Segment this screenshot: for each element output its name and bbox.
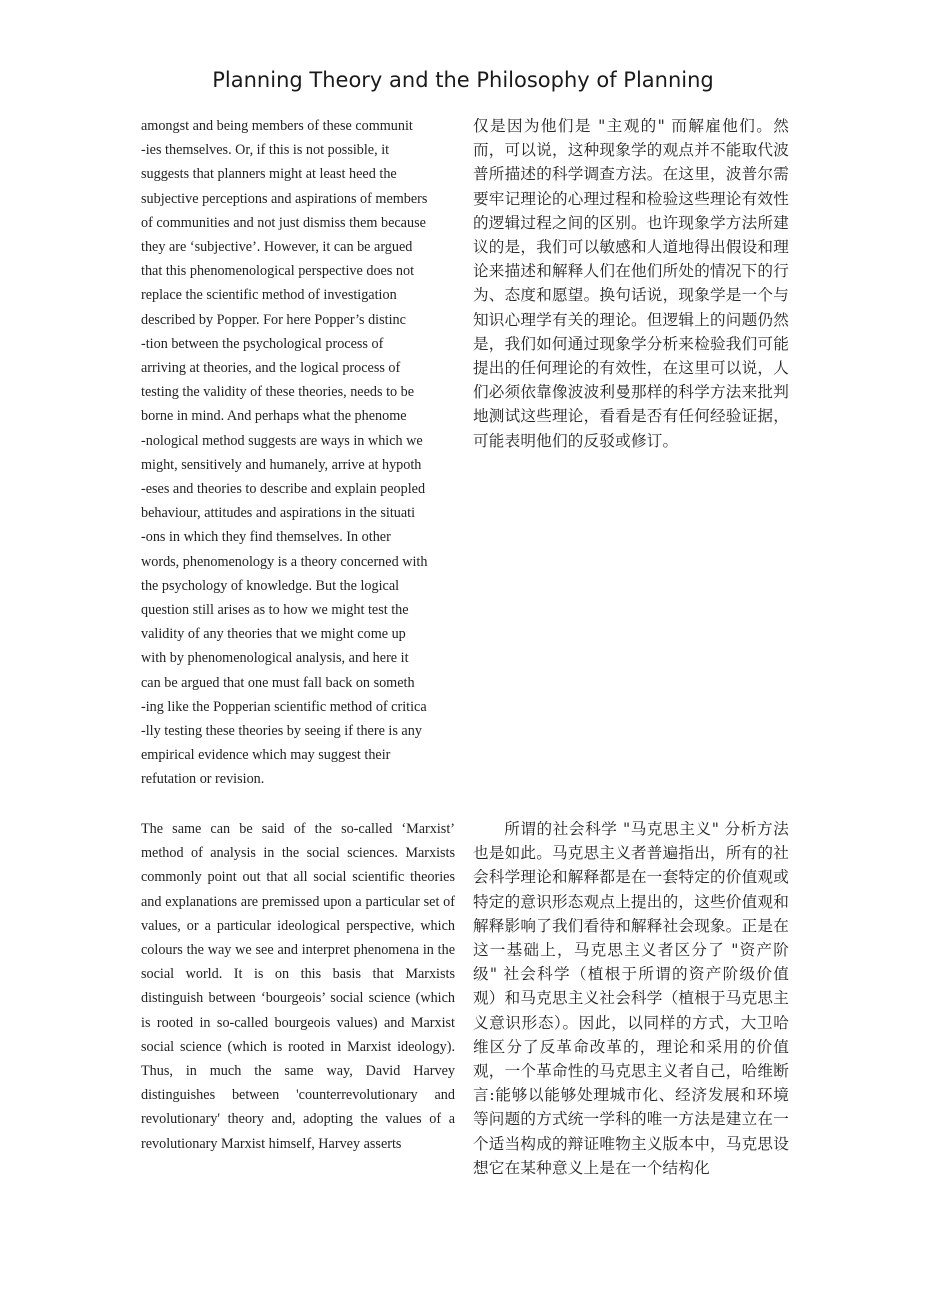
chinese-paragraph-2: 所谓的社会科学 "马克思主义" 分析方法也是如此。马克思主义者普遍指出，所有的社会科学理论和解释都是在一套特定的价值观或特定的意识形态观点上提出的，这些价值观和解释影响了我们看待和解释社会现象。正是在这一基础上，马克思主义者区分了 "资产阶级" 社会科学（植根于所谓的资产阶级价值观）和马克思主义社会科学（植根于马克思主义意识形态）。因此，以同样的方式，大卫哈维区分了反革命改革的，理论和采用的价值观，一个革命性的马克思主义者自己，哈维断言:能够以能够处理城市化、经济发展和环境等问题的方式统一学科的唯一方法是建立在一个适当构成的辩证唯物主义版本中，马克思设想它在某种意义上是在一个结构化 bbox=[473, 820, 789, 1177]
page-title: Planning Theory and the Philosophy of Planning bbox=[212, 68, 714, 92]
english-paragraph-1: amongst and being members of these communit -ies themselves. Or, if this is not possible, it suggests that planners might at least heed the subjective perceptions and aspirations of members of communities and not just dismiss them because they are ‘subjective’. However, it can be argued that this phenomenological perspective does not replace the scientific method of investigation described by Popper. For here Popper’s distinc -tion between the psychological process of arriving at theories, and the logical process of testing the validity of these theories, needs to be borne in mind. And perhaps what the phenome -nological method suggests are ways in which we might, sensitively and humanely, arrive at hypoth -eses and theories to describe and explain peopled behaviour, attitudes and aspirations in the situati -ons in which they find themselves. In other words, phenomenology is a theory concerned with the psychology of knowledge. But the logical question still arises as to how we might test the validity of any theories that we might come up with by phenomenological analysis, and here it can be argued that one must fall back on someth -ing like the Popperian scientific method of critica -lly testing these theories by seeing if there is any empirical evidence which may suggest their refutation or revision. bbox=[141, 118, 428, 788]
chinese-paragraph-1: 仅是因为他们是 "主观的" 而解雇他们。然而，可以说，这种现象学的观点并不能取代波普所描述的科学调查方法。在这里，波普尔需要牢记理论的心理过程和检验这些理论有效性的逻辑过程之间的区别。也许现象学方法所建议的是，我们可以敏感和人道地得出假设和理论来描述和解释人们在他们所处的情况下的行为、态度和愿望。换句话说，现象学是一个与知识心理学有关的理论。但逻辑上的问题仍然是，我们如何通过现象学分析来检验我们可能提出的任何理论的有效性，在这里可以说，人们必须依靠像波波利曼那样的科学方法来批判地测试这些理论，看看是否有任何经验证据，可能表明他们的反驳或修订。 bbox=[473, 117, 789, 450]
english-paragraph-2: The same can be said of the so-called ‘Marxist’ method of analysis in the social sciences. Marxists commonly point out that all social scientific theories and explanations are premissed upon a particular set of values, or a particular ideological perspective, which colours the way we see and interpret phenomena in the social world. It is on this basis that Marxists distinguish between ‘bourgeois’ social science (which is rooted in so-called bourgeois values) and Marxist social science (which is rooted in Marxist ideology). Thus, in much the same way, David Harvey distinguishes between 'counterrevolutionary and revolutionary' theory and, adopting the values of a revolutionary Marxist himself, Harvey asserts bbox=[141, 821, 455, 1152]
